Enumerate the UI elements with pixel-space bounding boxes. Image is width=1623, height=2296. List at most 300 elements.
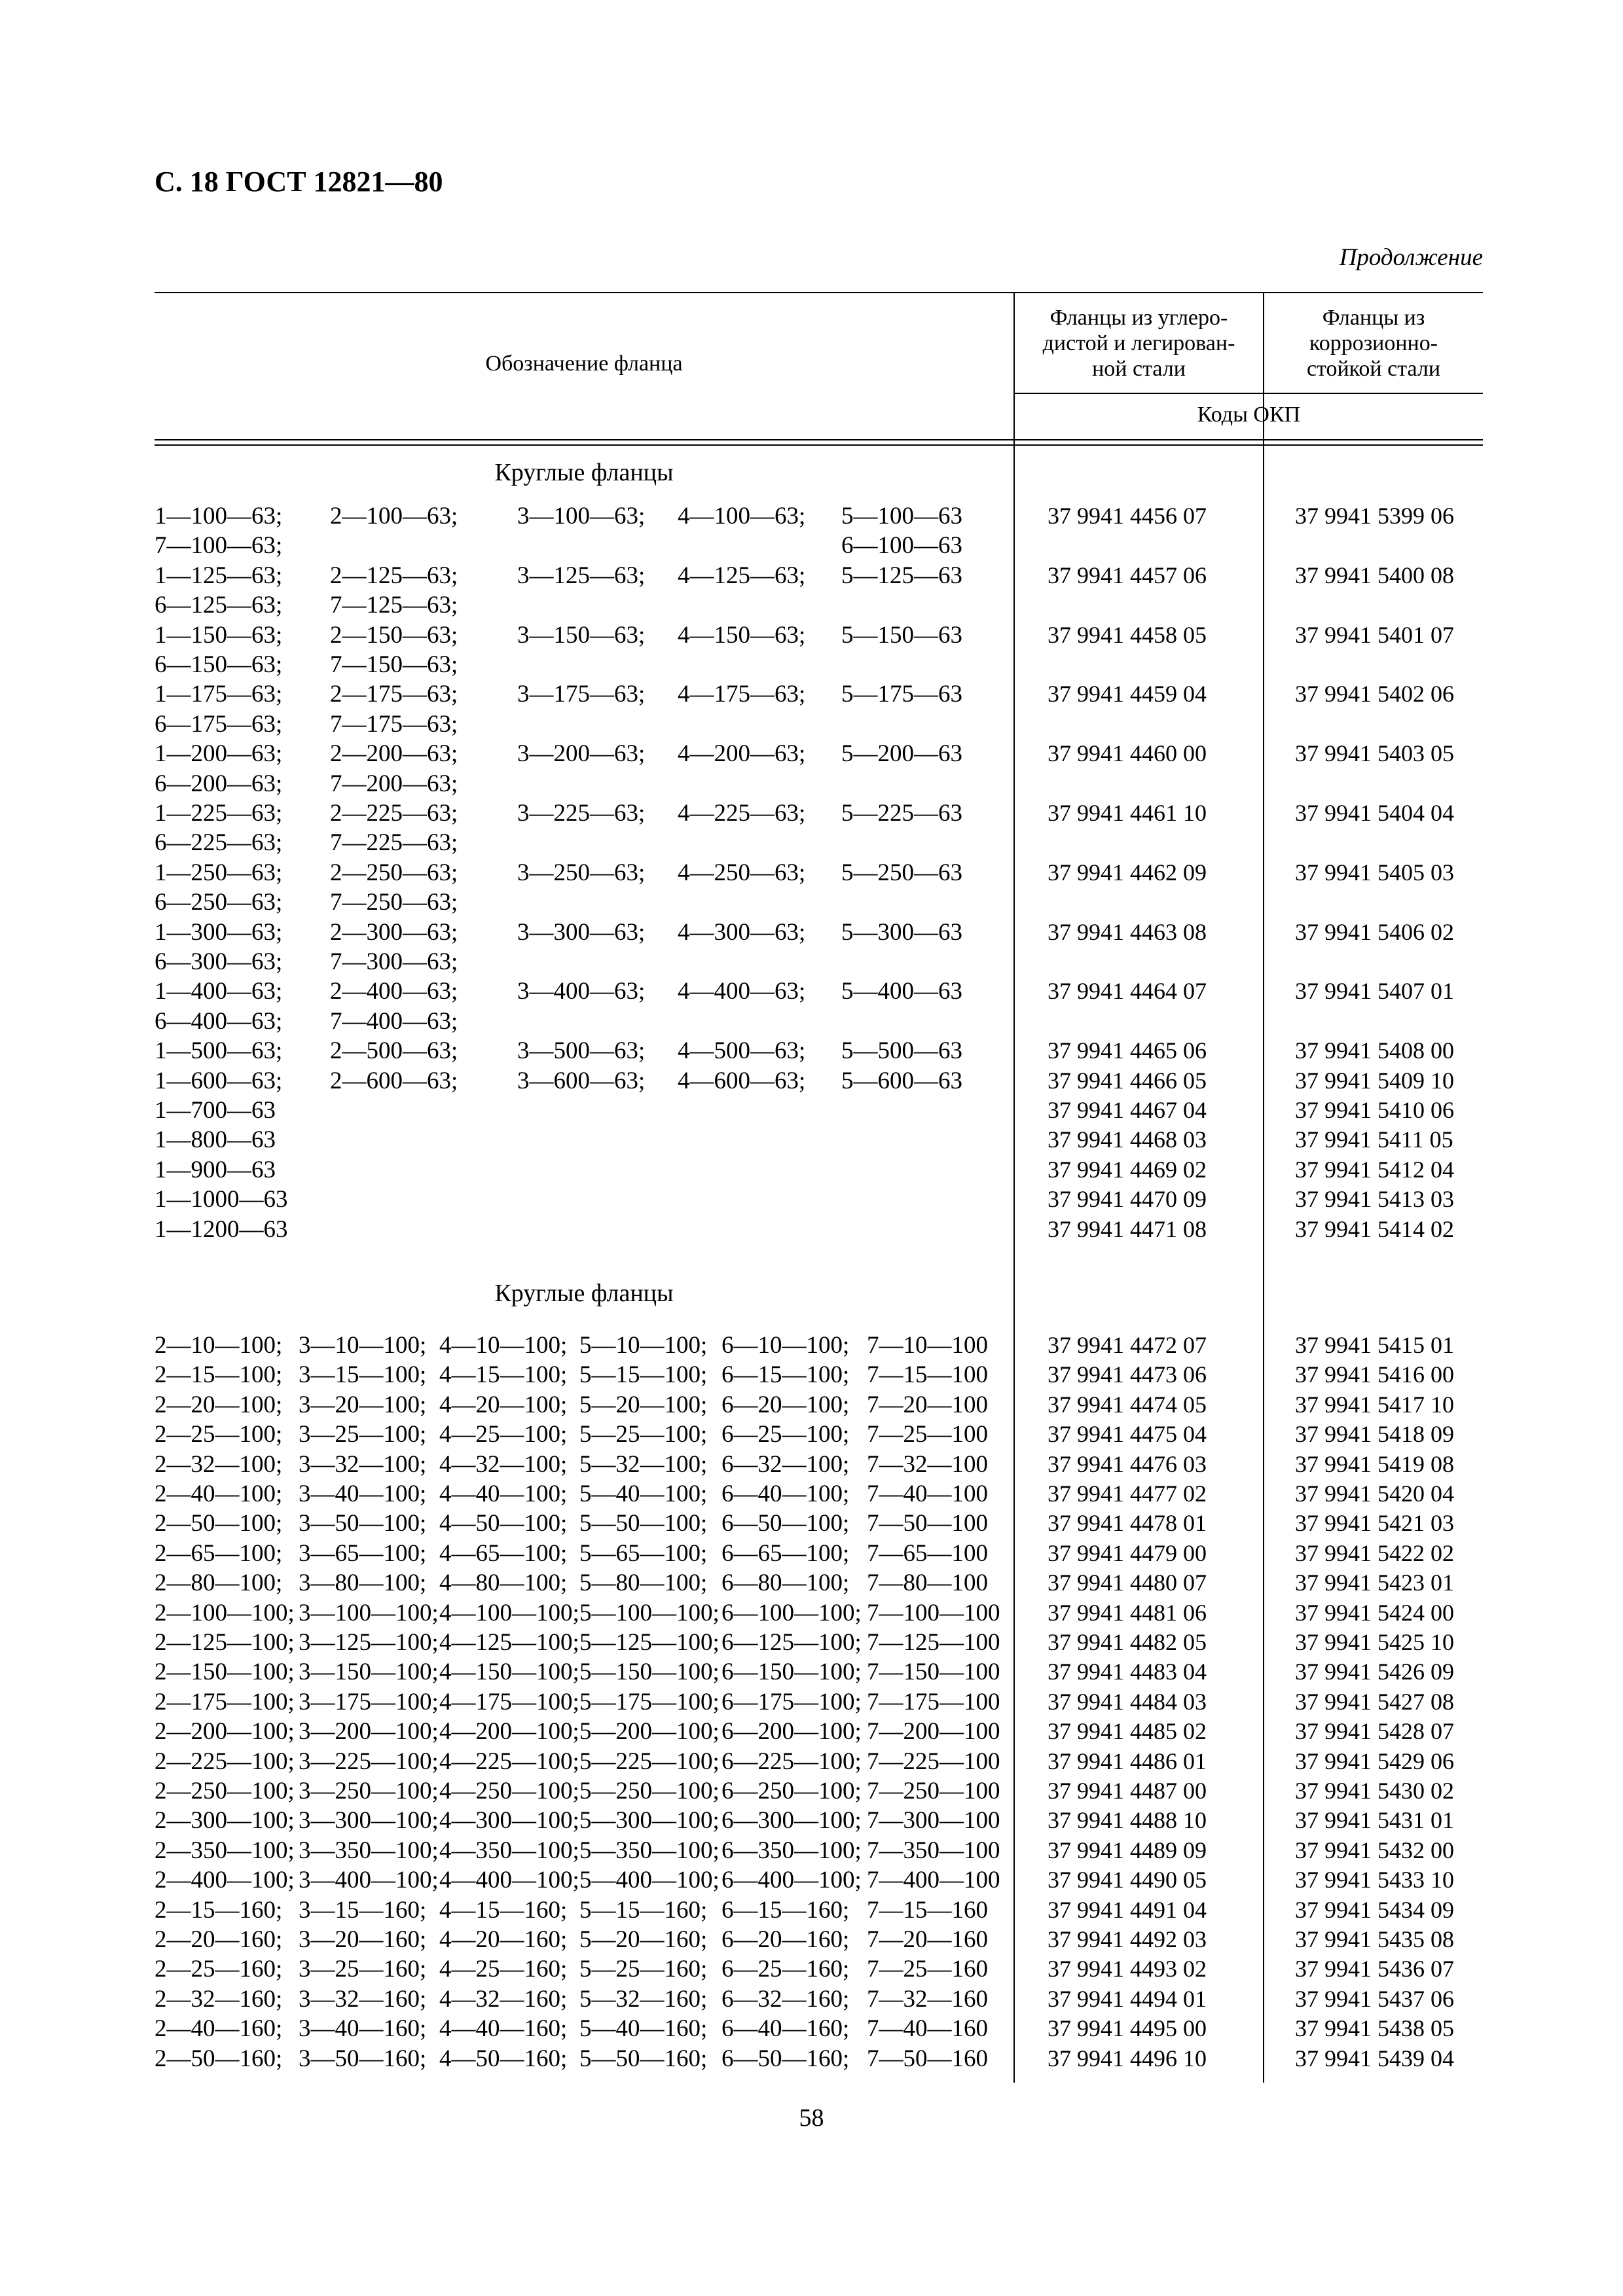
flange-designation: 6—65—100; [721,1539,850,1567]
okp-code-carbon: 37 9941 4477 02 [1048,1480,1207,1507]
flange-designation: 5—400—100; [579,1867,720,1894]
flange-designation: 6—25—160; [721,1956,850,1983]
flange-designation: 2—125—63; [330,562,458,589]
table-top-border [155,292,1483,293]
flange-designation: 6—400—100; [721,1867,862,1894]
flange-designation: 2—100—100; [155,1599,295,1626]
flange-designation: 3—20—160; [299,1926,427,1953]
flange-designation: 4—400—100; [439,1867,579,1894]
flange-designation: 4—40—100; [439,1480,568,1507]
flange-designation: 2—150—100; [155,1659,295,1686]
okp-code-carbon: 37 9941 4464 07 [1048,978,1207,1005]
flange-designation: 6—25—100; [721,1421,850,1448]
flange-designation: 3—200—100; [299,1718,439,1746]
okp-code-stainless: 37 9941 5415 01 [1295,1332,1454,1358]
okp-code-carbon: 37 9941 4492 03 [1048,1926,1207,1952]
flange-designation: 1—900—63 [155,1156,276,1183]
flange-designation: 7—125—63; [330,592,458,619]
flange-designation: 6—100—100; [721,1599,862,1626]
flange-designation: 5—40—160; [579,2015,708,2043]
okp-code-stainless: 37 9941 5410 06 [1295,1097,1454,1123]
flange-designation: 5—50—160; [579,2045,708,2072]
okp-code-stainless: 37 9941 5417 10 [1295,1391,1454,1418]
flange-designation: 2—125—100; [155,1629,295,1656]
flange-designation: 4—150—100; [439,1659,579,1686]
flange-designation: 7—100—63; [155,532,283,560]
okp-code-stainless: 37 9941 5433 10 [1295,1867,1454,1893]
okp-code-stainless: 37 9941 5438 05 [1295,2015,1454,2042]
flange-designation: 5—600—63 [841,1067,962,1094]
flange-designation: 2—20—100; [155,1391,283,1418]
okp-code-stainless: 37 9941 5418 09 [1295,1421,1454,1448]
flange-designation: 2—25—160; [155,1956,283,1983]
flange-designation: 2—350—100; [155,1837,295,1864]
flange-designation: 2—500—63; [330,1037,458,1065]
flange-designation: 3—400—100; [299,1867,439,1894]
okp-code-stainless: 37 9941 5421 03 [1295,1510,1454,1537]
okp-code-carbon: 37 9941 4486 01 [1048,1748,1207,1774]
flange-designation: 5—175—63 [841,681,962,708]
flange-designation: 2—15—100; [155,1361,283,1389]
okp-code-carbon: 37 9941 4493 02 [1048,1956,1207,1982]
flange-designation: 2—50—100; [155,1510,283,1537]
okp-code-stainless: 37 9941 5400 08 [1295,562,1454,588]
flange-designation: 7—400—100 [867,1867,1000,1894]
flange-designation: 7—10—100 [867,1332,988,1359]
flange-designation: 4—400—63; [678,978,806,1005]
flange-designation: 7—225—63; [330,829,458,857]
flange-designation: 5—300—100; [579,1807,720,1835]
okp-code-carbon: 37 9941 4494 01 [1048,1985,1207,2012]
flange-designation: 1—1000—63 [155,1186,288,1213]
flange-designation: 7—25—160 [867,1956,988,1983]
flange-designation: 4—225—63; [678,800,806,827]
flange-designation: 6—400—63; [155,1007,283,1035]
flange-designation: 4—25—100; [439,1421,568,1448]
flange-designation: 2—50—160; [155,2045,283,2072]
okp-code-carbon: 37 9941 4473 06 [1048,1361,1207,1388]
flange-designation: 2—32—100; [155,1450,283,1478]
flange-designation: 6—100—63 [841,532,962,560]
flange-designation: 4—10—100; [439,1332,568,1359]
flange-designation: 5—50—100; [579,1510,708,1537]
flange-designation: 4—15—160; [439,1896,568,1924]
flange-designation: 7—50—160 [867,2045,988,2072]
flange-designation: 4—65—100; [439,1539,568,1567]
okp-code-stainless: 37 9941 5399 06 [1295,503,1454,529]
okp-code-carbon: 37 9941 4490 05 [1048,1867,1207,1893]
flange-designation: 2—175—63; [330,681,458,708]
flange-designation: 1—250—63; [155,859,283,886]
flange-designation: 7—65—100 [867,1539,988,1567]
okp-code-carbon: 37 9941 4459 04 [1048,681,1207,708]
okp-code-stainless: 37 9941 5427 08 [1295,1688,1454,1715]
flange-designation: 3—50—100; [299,1510,427,1537]
okp-code-stainless: 37 9941 5425 10 [1295,1629,1454,1655]
flange-designation: 2—80—100; [155,1570,283,1597]
flange-designation: 5—400—63 [841,978,962,1005]
column-rule-2 [1263,292,1264,2083]
flange-designation: 7—125—100 [867,1629,1000,1656]
flange-designation: 6—225—100; [721,1748,862,1775]
flange-designation: 2—40—100; [155,1480,283,1507]
flange-designation: 3—250—63; [517,859,646,886]
flange-designation: 4—125—63; [678,562,806,589]
okp-code-stainless: 37 9941 5424 00 [1295,1599,1454,1626]
flange-designation: 6—40—100; [721,1480,850,1507]
flange-designation: 7—32—100 [867,1450,988,1478]
flange-designation: 5—10—100; [579,1332,708,1359]
codes-divider [1013,393,1483,394]
flange-designation: 4—500—63; [678,1037,806,1065]
flange-designation: 5—100—63 [841,503,962,529]
flange-designation: 3—50—160; [299,2045,427,2072]
flange-designation: 5—20—160; [579,1926,708,1953]
flange-designation: 6—300—63; [155,948,283,975]
flange-designation: 1—300—63; [155,918,283,946]
flange-designation: 2—225—63; [330,800,458,827]
flange-designation: 2—25—100; [155,1421,283,1448]
flange-designation: 4—20—160; [439,1926,568,1953]
okp-code-carbon: 37 9941 4476 03 [1048,1450,1207,1477]
flange-designation: 2—32—160; [155,1985,283,2013]
flange-designation: 3—100—63; [517,503,646,529]
flange-designation: 2—150—63; [330,621,458,649]
flange-designation: 5—80—100; [579,1570,708,1597]
okp-code-stainless: 37 9941 5403 05 [1295,740,1454,767]
okp-code-stainless: 37 9941 5404 04 [1295,800,1454,826]
flange-designation: 7—150—100 [867,1659,1000,1686]
flange-designation: 6—32—100; [721,1450,850,1478]
okp-code-stainless: 37 9941 5434 09 [1295,1896,1454,1923]
okp-code-stainless: 37 9941 5423 01 [1295,1570,1454,1596]
flange-designation: 5—200—63 [841,740,962,768]
flange-designation: 6—125—100; [721,1629,862,1656]
flange-designation: 2—300—63; [330,918,458,946]
flange-designation: 5—200—100; [579,1718,720,1746]
flange-designation: 3—125—63; [517,562,646,589]
flange-designation: 1—200—63; [155,740,283,768]
flange-designation: 1—100—63; [155,503,283,529]
flange-designation: 2—100—63; [330,503,458,529]
flange-designation: 6—80—100; [721,1570,850,1597]
flange-designation: 7—250—100 [867,1778,1000,1804]
flange-designation: 7—20—100 [867,1391,988,1418]
page-title: С. 18 ГОСТ 12821—80 [155,166,443,198]
flange-designation: 7—250—63; [330,889,458,916]
flange-designation: 7—350—100 [867,1837,1000,1864]
flange-designation: 5—15—100; [579,1361,708,1389]
flange-designation: 3—32—160; [299,1985,427,2013]
flange-designation: 2—250—100; [155,1778,295,1804]
okp-codes-header: Коды ОКП [1197,403,1301,427]
flange-designation: 4—200—63; [678,740,806,768]
flange-designation: 4—32—160; [439,1985,568,2013]
flange-designation: 3—25—160; [299,1956,427,1983]
flange-designation: 6—150—63; [155,651,283,678]
okp-code-carbon: 37 9941 4457 06 [1048,562,1207,588]
flange-designation: 3—15—100; [299,1361,427,1389]
flange-designation: 7—225—100 [867,1748,1000,1775]
flange-designation: 1—225—63; [155,800,283,827]
flange-designation: 5—175—100; [579,1688,720,1715]
flange-designation: 4—225—100; [439,1748,579,1775]
okp-code-stainless: 37 9941 5416 00 [1295,1361,1454,1388]
header-divider-2 [155,444,1483,446]
flange-designation: 5—125—63 [841,562,962,589]
flange-designation: 4—175—63; [678,681,806,708]
okp-code-carbon: 37 9941 4480 07 [1048,1570,1207,1596]
flange-designation: 4—80—100; [439,1570,568,1597]
flange-designation: 3—125—100; [299,1629,439,1656]
flange-designation: 3—40—100; [299,1480,427,1507]
okp-code-stainless: 37 9941 5429 06 [1295,1748,1454,1774]
flange-designation: 3—500—63; [517,1037,646,1065]
okp-code-stainless: 37 9941 5439 04 [1295,2045,1454,2072]
carbon-steel-header: Фланцы из углеро- дистой и легирован- ной стали [1042,306,1235,381]
flange-designation: 2—400—100; [155,1867,295,1894]
designation-header: Обозначение фланца [485,351,683,376]
flange-designation: 7—300—63; [330,948,458,975]
flange-designation: 4—100—100; [439,1599,579,1626]
flange-designation: 6—200—100; [721,1718,862,1746]
flange-designation: 4—40—160; [439,2015,568,2043]
flange-designation: 3—225—63; [517,800,646,827]
flange-designation: 6—175—63; [155,710,283,738]
flange-designation: 4—50—100; [439,1510,568,1537]
okp-code-stainless: 37 9941 5431 01 [1295,1807,1454,1834]
okp-code-carbon: 37 9941 4482 05 [1048,1629,1207,1655]
flange-designation: 3—65—100; [299,1539,427,1567]
flange-designation: 5—300—63 [841,918,962,946]
okp-code-stainless: 37 9941 5409 10 [1295,1067,1454,1094]
flange-designation: 6—50—100; [721,1510,850,1537]
header-divider-1 [155,439,1483,440]
flange-designation: 3—350—100; [299,1837,439,1864]
flange-designation: 2—300—100; [155,1807,295,1835]
flange-designation: 5—225—63 [841,800,962,827]
flange-designation: 6—125—63; [155,592,283,619]
flange-designation: 3—600—63; [517,1067,646,1094]
flange-designation: 2—200—100; [155,1718,295,1746]
okp-code-stainless: 37 9941 5419 08 [1295,1450,1454,1477]
flange-designation: 1—600—63; [155,1067,283,1094]
flange-designation: 7—20—160 [867,1926,988,1953]
flange-designation: 3—175—63; [517,681,646,708]
flange-designation: 5—150—63 [841,621,962,649]
flange-designation: 6—175—100; [721,1688,862,1715]
okp-code-carbon: 37 9941 4489 09 [1048,1837,1207,1863]
flange-designation: 6—250—100; [721,1778,862,1804]
okp-code-carbon: 37 9941 4488 10 [1048,1807,1207,1834]
flange-designation: 3—32—100; [299,1450,427,1478]
flange-designation: 3—100—100; [299,1599,439,1626]
flange-designation: 5—250—100; [579,1778,720,1804]
flange-designation: 7—15—100 [867,1361,988,1389]
flange-designation: 4—600—63; [678,1067,806,1094]
okp-code-carbon: 37 9941 4467 04 [1048,1097,1207,1123]
flange-designation: 4—350—100; [439,1837,579,1864]
flange-designation: 4—150—63; [678,621,806,649]
okp-code-carbon: 37 9941 4474 05 [1048,1391,1207,1418]
okp-code-carbon: 37 9941 4469 02 [1048,1156,1207,1183]
flange-designation: 1—500—63; [155,1037,283,1065]
flange-designation: 6—200—63; [155,770,283,797]
flange-designation: 4—175—100; [439,1688,579,1715]
flange-designation: 3—300—63; [517,918,646,946]
flange-designation: 6—20—100; [721,1391,850,1418]
flange-designation: 2—200—63; [330,740,458,768]
flange-designation: 4—100—63; [678,503,806,529]
flange-designation: 5—20—100; [579,1391,708,1418]
flange-designation: 5—150—100; [579,1659,720,1686]
flange-designation: 5—32—100; [579,1450,708,1478]
flange-designation: 3—20—100; [299,1391,427,1418]
flange-designation: 2—10—100; [155,1332,283,1359]
flange-designation: 2—400—63; [330,978,458,1005]
okp-code-stainless: 37 9941 5412 04 [1295,1156,1454,1183]
okp-code-carbon: 37 9941 4485 02 [1048,1718,1207,1745]
flange-designation: 4—25—160; [439,1956,568,1983]
okp-code-stainless: 37 9941 5411 05 [1295,1126,1453,1153]
flange-designation: 5—350—100; [579,1837,720,1864]
okp-code-stainless: 37 9941 5426 09 [1295,1659,1454,1685]
okp-code-carbon: 37 9941 4478 01 [1048,1510,1207,1537]
flange-designation: 7—80—100 [867,1570,988,1597]
flange-designation: 3—300—100; [299,1807,439,1835]
flange-designation: 7—32—160 [867,1985,988,2013]
okp-code-carbon: 37 9941 4470 09 [1048,1186,1207,1213]
flange-designation: 5—65—100; [579,1539,708,1567]
flange-designation: 5—125—100; [579,1629,720,1656]
flange-designation: 6—225—63; [155,829,283,857]
flange-designation: 2—175—100; [155,1688,295,1715]
flange-designation: 6—40—160; [721,2015,850,2043]
okp-code-carbon: 37 9941 4487 00 [1048,1778,1207,1804]
flange-designation: 3—400—63; [517,978,646,1005]
okp-code-carbon: 37 9941 4484 03 [1048,1688,1207,1715]
flange-designation: 7—200—63; [330,770,458,797]
flange-designation: 3—250—100; [299,1778,439,1804]
flange-designation: 5—40—100; [579,1480,708,1507]
flange-designation: 4—250—100; [439,1778,579,1804]
flange-designation: 7—40—100 [867,1480,988,1507]
flange-designation: 7—50—100 [867,1510,988,1537]
okp-code-stainless: 37 9941 5428 07 [1295,1718,1454,1745]
okp-code-carbon: 37 9941 4466 05 [1048,1067,1207,1094]
flange-designation: 1—175—63; [155,681,283,708]
okp-code-stainless: 37 9941 5407 01 [1295,978,1454,1005]
okp-code-stainless: 37 9941 5437 06 [1295,1985,1454,2012]
flange-designation: 1—800—63 [155,1126,276,1154]
flange-designation: 6—20—160; [721,1926,850,1953]
flange-designation: 1—150—63; [155,621,283,649]
okp-code-stainless: 37 9941 5420 04 [1295,1480,1454,1507]
flange-designation: 5—32—160; [579,1985,708,2013]
flange-designation: 2—600—63; [330,1067,458,1094]
flange-designation: 5—25—100; [579,1421,708,1448]
okp-code-carbon: 37 9941 4479 00 [1048,1539,1207,1566]
okp-code-stainless: 37 9941 5435 08 [1295,1926,1454,1952]
flange-designation: 3—15—160; [299,1896,427,1924]
flange-designation: 1—1200—63 [155,1215,288,1243]
flange-designation: 3—175—100; [299,1688,439,1715]
okp-code-carbon: 37 9941 4471 08 [1048,1215,1207,1242]
okp-code-stainless: 37 9941 5413 03 [1295,1186,1454,1213]
flange-designation: 7—40—160 [867,2015,988,2043]
flange-designation: 7—15—160 [867,1896,988,1924]
flange-designation: 2—15—160; [155,1896,283,1924]
flange-designation: 6—150—100; [721,1659,862,1686]
flange-designation: 5—25—160; [579,1956,708,1983]
flange-designation: 4—250—63; [678,859,806,886]
flange-designation: 6—350—100; [721,1837,862,1864]
flange-designation: 2—65—100; [155,1539,283,1567]
flange-designation: 4—50—160; [439,2045,568,2072]
flange-designation: 3—150—100; [299,1659,439,1686]
flange-designation: 4—20—100; [439,1391,568,1418]
okp-code-carbon: 37 9941 4483 04 [1048,1659,1207,1685]
flange-designation: 1—125—63; [155,562,283,589]
flange-designation: 7—200—100 [867,1718,1000,1746]
section-title-2: Круглые фланцы [494,1280,674,1307]
flange-designation: 6—32—160; [721,1985,850,2013]
flange-designation: 5—15—160; [579,1896,708,1924]
okp-code-stainless: 37 9941 5422 02 [1295,1539,1454,1566]
column-rule-1 [1013,292,1015,2083]
flange-designation: 1—700—63 [155,1097,276,1124]
flange-designation: 6—10—100; [721,1332,850,1359]
okp-code-carbon: 37 9941 4495 00 [1048,2015,1207,2042]
flange-designation: 4—200—100; [439,1718,579,1746]
okp-code-carbon: 37 9941 4475 04 [1048,1421,1207,1448]
okp-code-carbon: 37 9941 4465 06 [1048,1037,1207,1064]
continuation-label: Продолжение [1339,244,1483,271]
flange-designation: 2—20—160; [155,1926,283,1953]
flange-designation: 2—225—100; [155,1748,295,1775]
flange-designation: 3—40—160; [299,2015,427,2043]
flange-designation: 6—250—63; [155,889,283,916]
flange-designation: 2—40—160; [155,2015,283,2043]
section-title-1: Круглые фланцы [494,459,674,486]
okp-code-stainless: 37 9941 5430 02 [1295,1778,1454,1804]
okp-code-stainless: 37 9941 5405 03 [1295,859,1454,886]
page-number: 58 [799,2104,824,2132]
okp-code-stainless: 37 9941 5432 00 [1295,1837,1454,1863]
okp-code-carbon: 37 9941 4481 06 [1048,1599,1207,1626]
okp-code-carbon: 37 9941 4496 10 [1048,2045,1207,2072]
flange-designation: 6—15—100; [721,1361,850,1389]
flange-designation: 6—15—160; [721,1896,850,1924]
flange-designation: 4—300—100; [439,1807,579,1835]
flange-designation: 4—125—100; [439,1629,579,1656]
okp-code-stainless: 37 9941 5414 02 [1295,1215,1454,1242]
flange-designation: 3—80—100; [299,1570,427,1597]
flange-designation: 3—150—63; [517,621,646,649]
okp-code-carbon: 37 9941 4456 07 [1048,503,1207,529]
flange-designation: 1—400—63; [155,978,283,1005]
flange-designation: 7—300—100 [867,1807,1000,1835]
flange-designation: 3—225—100; [299,1748,439,1775]
okp-code-carbon: 37 9941 4491 04 [1048,1896,1207,1923]
okp-code-carbon: 37 9941 4462 09 [1048,859,1207,886]
okp-code-stainless: 37 9941 5436 07 [1295,1956,1454,1982]
okp-code-stainless: 37 9941 5401 07 [1295,621,1454,648]
flange-designation: 5—500—63 [841,1037,962,1065]
flange-designation: 5—100—100; [579,1599,720,1626]
stainless-steel-header: Фланцы из коррозионно- стойкой стали [1306,306,1441,381]
flange-designation: 3—200—63; [517,740,646,768]
